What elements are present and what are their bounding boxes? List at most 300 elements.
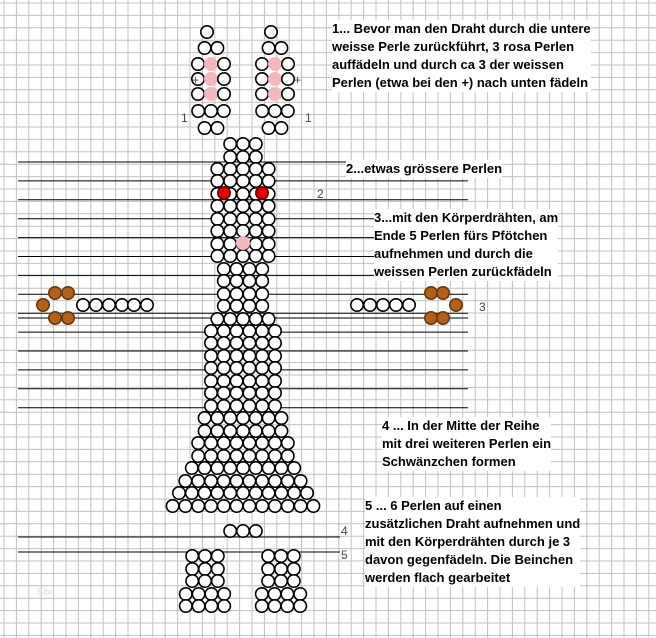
body-bead	[262, 462, 274, 474]
head-bead	[237, 250, 249, 262]
note-5-line-2: zusätzlichen Draht aufnehmen und	[365, 516, 581, 531]
body-bead	[224, 487, 236, 499]
body-bead	[224, 412, 236, 424]
body-bead	[192, 475, 204, 487]
row-2-marker: 2	[317, 187, 324, 201]
ear-right-plus-marker: +	[294, 73, 302, 87]
note-1-line-2: weisse Perle zurückführt, 3 rosa Perlen	[332, 39, 575, 54]
left-leg-bead	[192, 588, 204, 600]
head-bead	[237, 225, 249, 237]
left-paw-bead	[49, 312, 61, 324]
left-ear-bead	[205, 105, 217, 117]
head-bead	[224, 250, 236, 262]
head-bead	[211, 200, 223, 212]
body-bead	[230, 375, 242, 387]
right-paw-bead	[425, 287, 437, 299]
right-paw-bead	[437, 312, 449, 324]
body-bead	[230, 475, 242, 487]
body-bead	[237, 313, 249, 325]
body-bead	[269, 337, 281, 349]
head-bead	[256, 275, 268, 287]
body-bead	[198, 425, 210, 437]
left-ear-pink-bead	[205, 88, 217, 100]
left-paw-bead	[62, 312, 74, 324]
right-ear-bead	[275, 122, 287, 134]
right-ear-pink-bead	[269, 88, 281, 100]
body-bead	[230, 337, 242, 349]
right-ear-bead	[256, 58, 268, 70]
head-bead	[224, 163, 236, 175]
body-bead	[198, 487, 210, 499]
body-bead	[243, 500, 255, 512]
body-bead	[186, 462, 198, 474]
note-3-line-2: Ende 5 Perlen fürs Pfötchen	[374, 228, 548, 243]
body-bead	[282, 437, 294, 449]
head-bead	[224, 175, 236, 187]
body-bead	[256, 288, 268, 300]
head-bead	[237, 138, 249, 150]
left-leg-bead	[199, 563, 211, 575]
left-leg-bead	[199, 550, 211, 562]
body-bead	[230, 437, 242, 449]
right-leg-bead	[288, 563, 300, 575]
head-bead	[211, 175, 223, 187]
right-arm-bead	[351, 299, 363, 311]
body-bead	[256, 350, 268, 362]
right-leg-bead	[275, 550, 287, 562]
head-bead	[237, 200, 249, 212]
head-bead	[211, 213, 223, 225]
note-1-line-1: 1... Bevor man den Draht durch die untere	[332, 21, 591, 36]
head-bead	[237, 175, 249, 187]
left-arm-bead	[103, 299, 115, 311]
ear-right-number-marker: 1	[305, 111, 312, 125]
instruction-note-2	[346, 160, 502, 178]
note-5-line-4: davon gegenfädeln. Die Beinchen	[365, 552, 574, 567]
head-bead	[250, 163, 262, 175]
right-leg-bead	[256, 600, 268, 612]
left-leg-bead	[199, 575, 211, 587]
left-leg-bead	[186, 550, 198, 562]
right-leg-bead	[268, 588, 280, 600]
body-bead	[230, 325, 242, 337]
body-bead	[237, 412, 249, 424]
watermark: Bibi	[37, 587, 53, 597]
head-bead	[250, 200, 262, 212]
body-bead	[256, 437, 268, 449]
body-bead	[192, 450, 204, 462]
instruction-note-4	[382, 417, 551, 471]
left-leg-bead	[205, 600, 217, 612]
body-bead	[256, 362, 268, 374]
body-bead	[230, 500, 242, 512]
head-bead	[230, 263, 242, 275]
body-bead	[198, 462, 210, 474]
body-bead	[205, 450, 217, 462]
body-bead	[205, 362, 217, 374]
right-ear-bead	[262, 122, 274, 134]
right-ear-bead	[282, 73, 294, 85]
left-arm-bead	[77, 299, 89, 311]
body-bead	[218, 325, 230, 337]
body-bead	[262, 487, 274, 499]
body-bead	[269, 450, 281, 462]
left-arm-bead	[128, 299, 140, 311]
body-bead	[230, 288, 242, 300]
instruction-note-3	[374, 209, 558, 281]
body-bead	[237, 487, 249, 499]
note-4-line-2: mit drei weiteren Perlen ein	[382, 436, 552, 451]
body-bead	[288, 487, 300, 499]
head-bead	[262, 175, 274, 187]
tail-bead	[224, 525, 236, 537]
left-leg-bead	[186, 563, 198, 575]
body-bead	[269, 400, 281, 412]
body-bead	[211, 462, 223, 474]
head-bead	[262, 200, 274, 212]
left-eye-bead	[218, 187, 230, 199]
body-bead	[243, 387, 255, 399]
right-arm-bead	[364, 299, 376, 311]
left-ear-bead	[218, 58, 230, 70]
right-ear-pink-bead	[269, 73, 281, 85]
right-leg-bead	[268, 600, 280, 612]
left-leg-bead	[212, 563, 224, 575]
body-bead	[262, 425, 274, 437]
left-leg-bead	[205, 588, 217, 600]
left-ear-bead	[218, 73, 230, 85]
body-bead	[186, 487, 198, 499]
head-bead	[250, 213, 262, 225]
body-bead	[224, 462, 236, 474]
head-bead	[243, 275, 255, 287]
right-leg-bead	[256, 588, 268, 600]
body-bead	[282, 500, 294, 512]
body-bead	[269, 350, 281, 362]
right-leg-bead	[288, 550, 300, 562]
head-bead	[243, 263, 255, 275]
body-bead	[211, 425, 223, 437]
note-1-line-4: Perlen (etwa bei den +) nach unten fädeln	[332, 75, 589, 90]
body-bead	[218, 288, 230, 300]
body-bead	[243, 475, 255, 487]
body-bead	[269, 375, 281, 387]
head-bead	[250, 138, 262, 150]
head-bead	[250, 151, 262, 163]
left-leg-bead	[212, 575, 224, 587]
body-bead	[205, 375, 217, 387]
head-bead	[224, 213, 236, 225]
left-leg-bead	[186, 575, 198, 587]
body-bead	[250, 313, 262, 325]
body-bead	[218, 475, 230, 487]
left-ear-bead	[192, 88, 204, 100]
row-4-marker: 4	[341, 524, 348, 538]
body-bead	[243, 337, 255, 349]
body-bead	[256, 475, 268, 487]
body-bead	[205, 500, 217, 512]
body-bead	[256, 500, 268, 512]
head-bead	[211, 225, 223, 237]
body-bead	[179, 500, 191, 512]
left-paw-bead	[37, 299, 49, 311]
body-bead	[230, 387, 242, 399]
body-bead	[237, 462, 249, 474]
head-bead	[211, 238, 223, 250]
body-bead	[256, 337, 268, 349]
body-bead	[192, 437, 204, 449]
body-bead	[307, 500, 319, 512]
body-bead	[256, 387, 268, 399]
body-bead	[243, 325, 255, 337]
body-bead	[243, 362, 255, 374]
body-bead	[224, 313, 236, 325]
right-paw-bead	[437, 287, 449, 299]
body-bead	[275, 412, 287, 424]
body-bead	[275, 425, 287, 437]
left-ear-bead	[211, 42, 223, 54]
body-bead	[218, 450, 230, 462]
body-bead	[294, 475, 306, 487]
left-ear-bead	[198, 42, 210, 54]
body-bead	[205, 387, 217, 399]
left-ear-bead	[211, 122, 223, 134]
body-bead	[243, 400, 255, 412]
body-bead	[230, 300, 242, 312]
body-bead	[218, 500, 230, 512]
body-bead	[237, 425, 249, 437]
note-3-line-4: weissen Perlen zurückfädeln	[374, 264, 552, 279]
body-bead	[243, 300, 255, 312]
head-bead	[224, 238, 236, 250]
head-bead	[224, 225, 236, 237]
note-2-line-1: 2...etwas grössere Perlen	[346, 161, 503, 176]
right-ear-bead	[262, 42, 274, 54]
body-bead	[230, 400, 242, 412]
left-ear-bead	[192, 105, 204, 117]
left-ear-pink-bead	[205, 58, 217, 70]
note-3-line-3: aufnehmen und durch die	[374, 246, 533, 261]
right-arm-bead	[390, 299, 402, 311]
body-bead	[288, 462, 300, 474]
right-paw-bead	[450, 299, 462, 311]
head-bead	[230, 275, 242, 287]
body-bead	[250, 487, 262, 499]
left-ear-bead	[192, 58, 204, 70]
head-bead	[237, 151, 249, 163]
left-leg-bead	[180, 600, 192, 612]
body-bead	[275, 462, 287, 474]
left-paw-bead	[62, 287, 74, 299]
body-bead	[282, 475, 294, 487]
head-bead	[237, 163, 249, 175]
body-bead	[218, 362, 230, 374]
note-3-line-1: 3...mit den Körperdrähten, am	[374, 210, 559, 225]
body-bead	[205, 325, 217, 337]
head-bead	[211, 250, 223, 262]
row-3-marker: 3	[479, 300, 486, 314]
right-leg-bead	[294, 600, 306, 612]
body-bead	[205, 475, 217, 487]
left-ear-bead	[218, 88, 230, 100]
body-bead	[250, 425, 262, 437]
body-bead	[294, 500, 306, 512]
head-bead	[262, 213, 274, 225]
body-bead	[218, 375, 230, 387]
body-bead	[275, 487, 287, 499]
body-bead	[269, 387, 281, 399]
right-ear-bead	[269, 105, 281, 117]
body-bead	[256, 400, 268, 412]
left-ear-bead	[198, 122, 210, 134]
body-bead	[269, 325, 281, 337]
body-bead	[282, 450, 294, 462]
body-bead	[243, 375, 255, 387]
tail-bead	[237, 525, 249, 537]
body-bead	[179, 475, 191, 487]
right-ear-bead	[256, 105, 268, 117]
note-5-line-5: werden flach gearbeitet	[365, 570, 511, 585]
body-bead	[211, 412, 223, 424]
body-bead	[269, 437, 281, 449]
body-bead	[192, 500, 204, 512]
body-bead	[243, 437, 255, 449]
note-1-line-3: auffädeln und durch ca 3 der weissen	[332, 57, 564, 72]
body-bead	[256, 375, 268, 387]
head-bead	[237, 213, 249, 225]
right-leg-bead	[288, 575, 300, 587]
body-bead	[269, 362, 281, 374]
row-5-marker: 5	[341, 548, 348, 562]
left-ear-bead	[201, 26, 213, 38]
right-eye-bead	[256, 187, 268, 199]
head-bead	[224, 151, 236, 163]
note-4-line-3: Schwänzchen formen	[382, 454, 516, 469]
instruction-note-1	[332, 20, 591, 92]
body-bead	[230, 350, 242, 362]
body-bead	[205, 400, 217, 412]
instruction-note-5	[365, 497, 580, 587]
right-leg-bead	[281, 600, 293, 612]
body-bead	[218, 300, 230, 312]
head-bead	[262, 225, 274, 237]
right-leg-bead	[262, 575, 274, 587]
right-leg-bead	[262, 563, 274, 575]
right-paw-bead	[425, 312, 437, 324]
body-bead	[256, 300, 268, 312]
head-bead	[211, 163, 223, 175]
body-bead	[256, 450, 268, 462]
head-bead	[262, 250, 274, 262]
note-5-line-3: mit den Körperdrähten durch je 3	[365, 534, 571, 549]
note-5-line-1: 5 ... 6 Perlen auf einen	[365, 498, 502, 513]
right-arm-bead	[403, 299, 415, 311]
right-arm-bead	[377, 299, 389, 311]
right-leg-bead	[275, 575, 287, 587]
body-bead	[218, 400, 230, 412]
head-bead	[262, 238, 274, 250]
ear-left-plus-marker: +	[192, 73, 200, 87]
right-ear-bead	[256, 88, 268, 100]
head-bead	[218, 275, 230, 287]
body-bead	[205, 350, 217, 362]
right-leg-bead	[294, 588, 306, 600]
left-arm-bead	[141, 299, 153, 311]
body-bead	[250, 412, 262, 424]
body-bead	[262, 313, 274, 325]
body-bead	[211, 313, 223, 325]
body-bead	[198, 412, 210, 424]
body-bead	[301, 487, 313, 499]
left-leg-bead	[218, 600, 230, 612]
body-bead	[218, 337, 230, 349]
body-bead	[205, 337, 217, 349]
nose-bead	[237, 237, 249, 249]
right-ear-bead	[256, 73, 268, 85]
left-leg-bead	[212, 550, 224, 562]
left-ear-bead	[218, 105, 230, 117]
right-leg-bead	[281, 588, 293, 600]
body-bead	[205, 437, 217, 449]
body-bead	[250, 462, 262, 474]
left-ear-pink-bead	[205, 73, 217, 85]
left-paw-bead	[49, 287, 61, 299]
body-bead	[243, 350, 255, 362]
right-leg-bead	[275, 563, 287, 575]
body-bead	[243, 288, 255, 300]
left-arm-bead	[90, 299, 102, 311]
head-bead	[262, 163, 274, 175]
tail-bead	[250, 525, 262, 537]
body-bead	[218, 350, 230, 362]
right-leg-bead	[262, 550, 274, 562]
body-bead	[269, 475, 281, 487]
body-bead	[230, 450, 242, 462]
body-bead	[262, 412, 274, 424]
body-bead	[256, 325, 268, 337]
body-bead	[269, 500, 281, 512]
body-bead	[218, 387, 230, 399]
left-leg-bead	[192, 600, 204, 612]
head-bead	[218, 263, 230, 275]
head-bead	[237, 188, 249, 200]
right-ear-bead	[282, 58, 294, 70]
ear-left-number-marker: 1	[181, 111, 188, 125]
right-ear-pink-bead	[269, 58, 281, 70]
right-ear-bead	[265, 26, 277, 38]
note-4-line-1: 4 ... In der Mitte der Reihe	[382, 418, 540, 433]
left-arm-bead	[116, 299, 128, 311]
left-leg-bead	[218, 588, 230, 600]
head-bead	[250, 238, 262, 250]
right-ear-bead	[275, 42, 287, 54]
body-bead	[166, 500, 178, 512]
body-bead	[211, 487, 223, 499]
body-bead	[218, 437, 230, 449]
head-bead	[224, 200, 236, 212]
body-bead	[230, 362, 242, 374]
body-bead	[224, 425, 236, 437]
head-bead	[250, 225, 262, 237]
head-bead	[256, 263, 268, 275]
head-bead	[250, 250, 262, 262]
head-bead	[224, 138, 236, 150]
right-ear-bead	[282, 105, 294, 117]
body-bead	[243, 450, 255, 462]
head-bead	[250, 175, 262, 187]
left-leg-bead	[180, 588, 192, 600]
right-ear-bead	[282, 88, 294, 100]
